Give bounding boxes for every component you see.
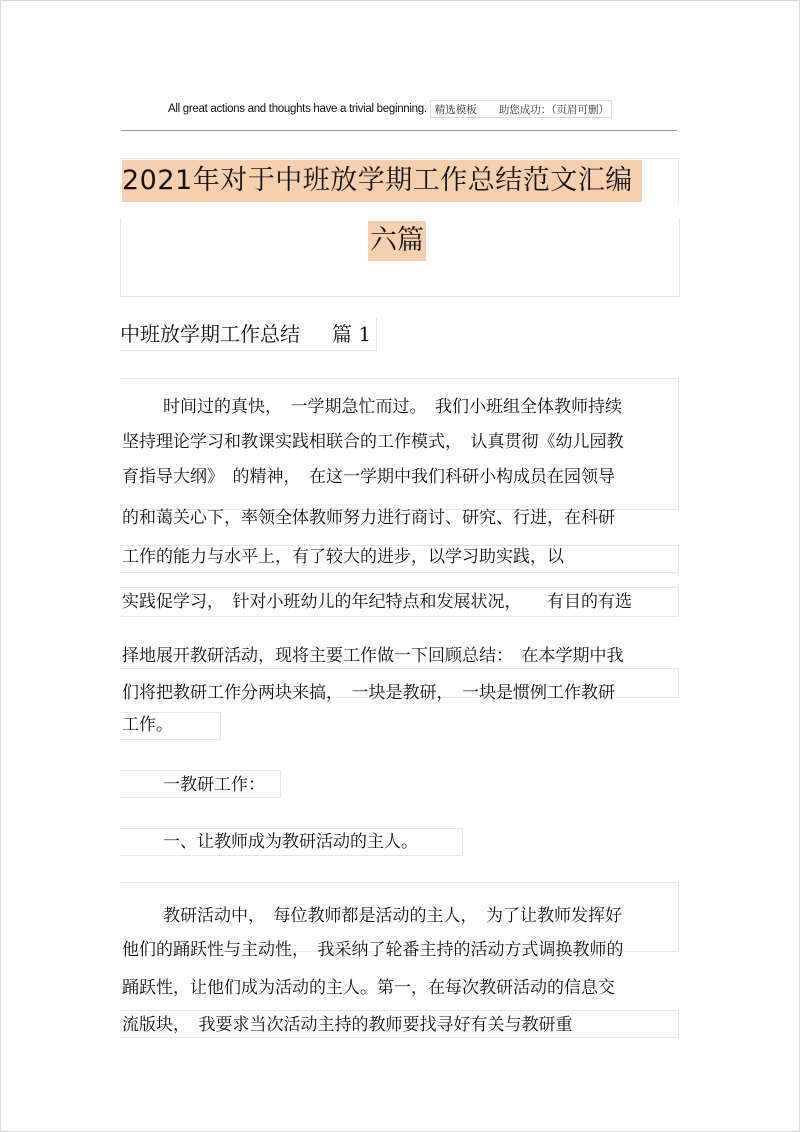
section-number: 篇 1 bbox=[332, 322, 372, 346]
paragraph-line: 育指导大纲》 的精神， 在这一学期中我们科研小构成员在园领导 bbox=[122, 467, 615, 487]
section-heading-text: 中班放学期工作总结 bbox=[120, 322, 300, 346]
paragraph-line: 择地展开教研活动，现将主要工作做一下回顾总结： 在本学期中我 bbox=[122, 646, 624, 666]
document-title-line-2: 六篇 bbox=[368, 221, 426, 261]
paragraph-line: 工作。 bbox=[122, 715, 173, 735]
subheading: 一教研工作： bbox=[163, 775, 265, 795]
paragraph-line: 工作的能力与水平上，有了较大的进步，以学习助实践，以 bbox=[122, 547, 564, 567]
header-tag: 精选模板 bbox=[434, 103, 477, 116]
header-rule bbox=[121, 130, 677, 131]
paragraph-line: 的和蔼关心下，率领全体教师努力进行商讨、研究、行进，在科研 bbox=[122, 508, 615, 528]
section-heading bbox=[120, 320, 371, 348]
paragraph-line: 流版块， 我要求当次活动主持的教师要找寻好有关与教研重 bbox=[122, 1015, 573, 1035]
header-note: 助您成功：（页眉可删） bbox=[498, 103, 609, 116]
paragraph-line: 坚持理论学习和教课实践相联合的工作模式， 认真贯彻《幼儿园教 bbox=[122, 432, 624, 452]
page-header bbox=[168, 100, 612, 118]
paragraph-line: 们将把教研工作分两块来搞， 一块是教研， 一块是惯例工作教研 bbox=[122, 683, 615, 703]
header-motto: All great actions and thoughts have a trivial beginning. bbox=[168, 103, 427, 115]
document-title-line-1: 2021年对于中班放学期工作总结范文汇编 bbox=[122, 160, 642, 202]
paragraph-line: 实践促学习， 针对小班幼儿的年纪特点和发展状况， 有目的有选 bbox=[122, 592, 632, 612]
subheading: 一、让教师成为教研活动的主人。 bbox=[163, 832, 418, 852]
paragraph-line: 踊跃性，让他们成为活动的主人。第一，在每次教研活动的信息交 bbox=[122, 978, 615, 998]
paragraph-line: 教研活动中， 每位教师都是活动的主人， 为了让教师发挥好 bbox=[163, 906, 622, 926]
paragraph-line: 他们的踊跃性与主动性， 我采纳了轮番主持的活动方式调换教师的 bbox=[122, 940, 624, 960]
paragraph-line: 时间过的真快， 一学期急忙而过。 我们小班组全体教师持续 bbox=[163, 397, 622, 417]
header-box bbox=[430, 100, 612, 118]
